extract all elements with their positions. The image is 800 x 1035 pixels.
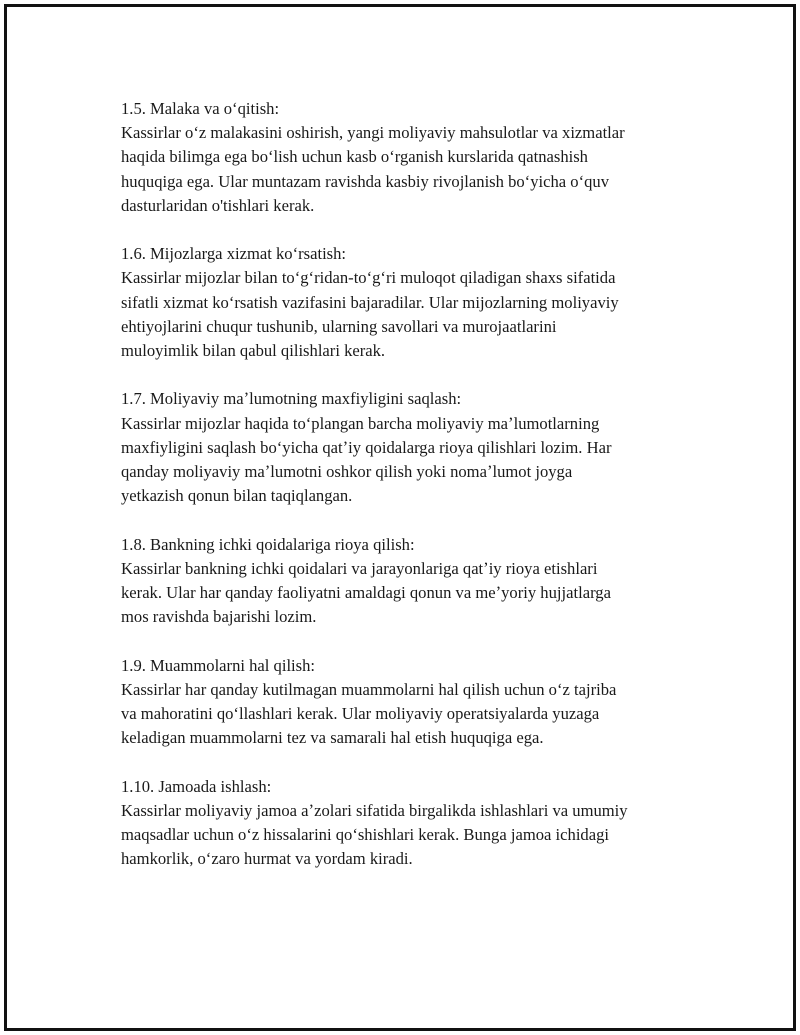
paragraph-line: yetkazish qonun bilan taqiqlangan.	[121, 486, 353, 506]
section-malaka	[121, 97, 721, 218]
paragraph-line: Kassirlar oʻz malakasini oshirish, yangi moliyaviy mahsulotlar va xizmatlar	[121, 123, 625, 143]
paragraph-line: sifatli xizmat koʻrsatish vazifasini bajaradilar. Ular mijozlarning moliyaviy	[121, 292, 619, 312]
section-heading: 1.9. Muammolarni hal qilish:	[121, 655, 316, 675]
section-jamoada-ishlash	[121, 775, 721, 872]
section-muammolar	[121, 654, 721, 751]
section-maxfiylik	[121, 387, 721, 508]
paragraph-line: mos ravishda bajarishi lozim.	[121, 607, 317, 627]
paragraph-line: Kassirlar mijozlar bilan toʻgʻridan-toʻgʻri muloqot qiladigan shaxs sifatida	[121, 268, 616, 288]
section-heading: 1.7. Moliyaviy maʼlumotning maxfiyligini saqlash:	[121, 389, 462, 409]
paragraph-line: kerak. Ular har qanday faoliyatni amaldagi qonun va meʼyoriy hujjatlarga	[121, 583, 611, 603]
section-heading: 1.8. Bankning ichki qoidalariga rioya qilish:	[121, 534, 415, 554]
paragraph-line: keladigan muammolarni tez va samarali hal etish huquqiga ega.	[121, 728, 544, 748]
paragraph-line: Kassirlar har qanday kutilmagan muammolarni hal qilish uchun oʻz tajriba	[121, 679, 617, 699]
paragraph-line: maqsadlar uchun oʻz hissalarini qoʻshishlari kerak. Bunga jamoa ichidagi	[121, 825, 609, 845]
paragraph-line: huquqiga ega. Ular muntazam ravishda kasbiy rivojlanish boʻyicha oʻquv	[121, 171, 610, 191]
paragraph-line: qanday moliyaviy maʼlumotni oshkor qilish yoki nomaʼlumot joyga	[121, 462, 573, 482]
paragraph-line: haqida bilimga ega boʻlish uchun kasb oʻrganish kurslarida qatnashish	[121, 147, 588, 167]
paragraph-line: maxfiyligini saqlash boʻyicha qatʼiy qoidalarga rioya qilishlari lozim. Har	[121, 437, 612, 457]
paragraph-line: va mahoratini qoʻllashlari kerak. Ular moliyaviy operatsiyalarda yuzaga	[121, 704, 600, 724]
paragraph-line: Kassirlar moliyaviy jamoa aʼzolari sifatida birgalikda ishlashlari va umumiy	[121, 800, 628, 820]
paragraph-line: ehtiyojlarini chuqur tushunib, ularning savollari va murojaatlarini	[121, 316, 557, 336]
section-ichki-qoidalar	[121, 533, 721, 630]
paragraph-line: muloyimlik bilan qabul qilishlari kerak.	[121, 341, 386, 361]
section-heading: 1.10. Jamoada ishlash:	[121, 776, 272, 796]
paragraph-line: dasturlaridan o'tishlari kerak.	[121, 195, 315, 215]
page-frame	[4, 4, 796, 1031]
paragraph-line: Kassirlar bankning ichki qoidalari va jarayonlariga qatʼiy rioya etishlari	[121, 558, 598, 578]
paragraph-line: Kassirlar mijozlar haqida toʻplangan barcha moliyaviy maʼlumotlarning	[121, 413, 600, 433]
section-heading: 1.5. Malaka va oʻqitish:	[121, 99, 280, 118]
section-heading: 1.6. Mijozlarga xizmat koʻrsatish:	[121, 244, 347, 264]
document-body	[121, 97, 721, 896]
paragraph-line: hamkorlik, oʻzaro hurmat va yordam kiradi.	[121, 849, 413, 869]
section-mijozlarga-xizmat	[121, 242, 721, 363]
